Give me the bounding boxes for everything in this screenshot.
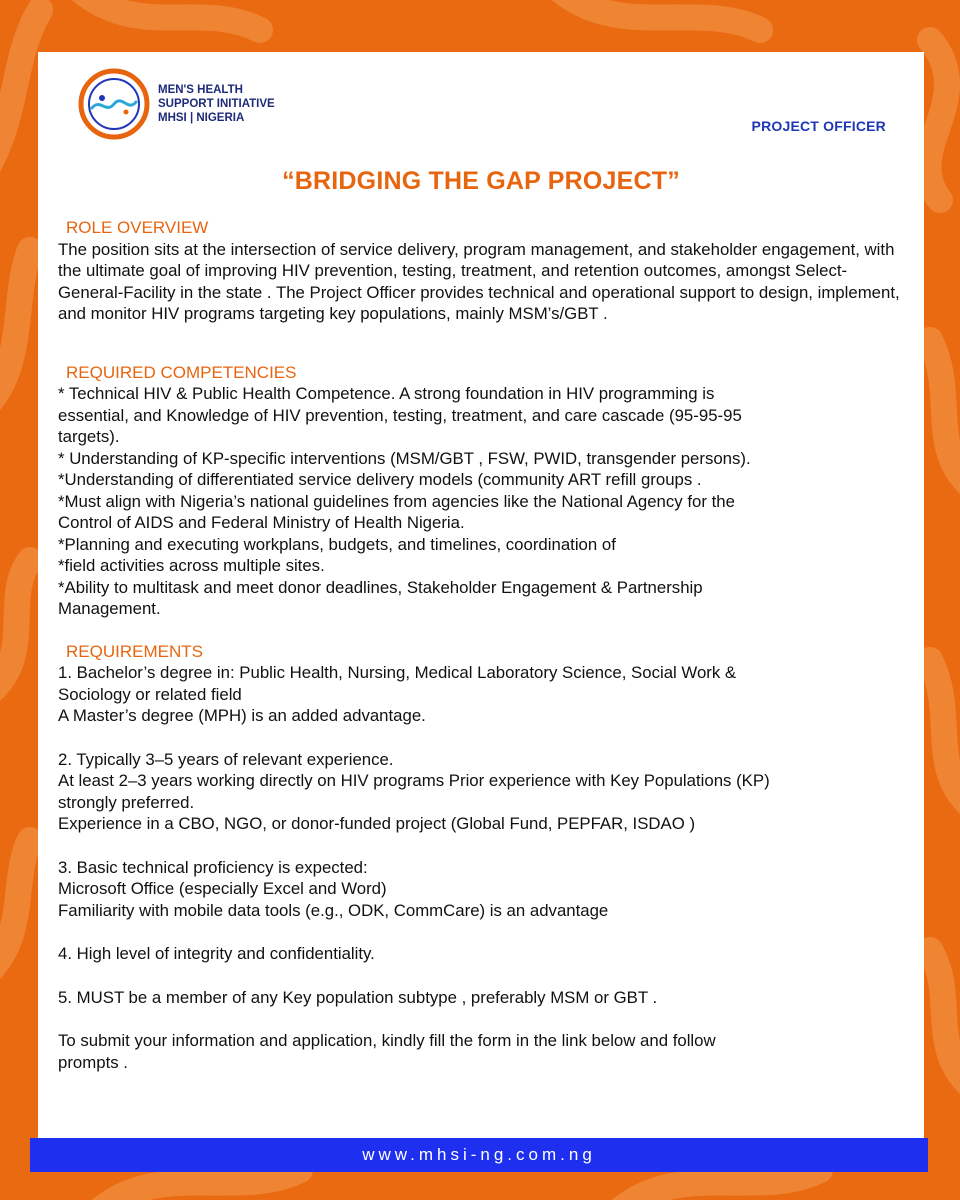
requirement-item-2: [58, 749, 908, 835]
competency-line: Management.: [58, 599, 161, 618]
job-post-card: [38, 52, 924, 1152]
competencies-list: [58, 383, 908, 620]
requirement-line: Microsoft Office (especially Excel and Word): [58, 879, 387, 898]
role-overview-text: The position sits at the intersection of service delivery, program management, and stakeholder engagement, with the ultimate goal of improving HIV prevention, testing, treatment, and retention outcomes, amongst Select-General-Facility in the state . The Project Officer provides technical and operational support to design, implement, and monitor HIV programs targeting key populations, mainly MSM’s/GBT .: [58, 239, 900, 323]
requirements-heading: REQUIREMENTS: [66, 641, 203, 661]
requirement-line: 3. Basic technical proficiency is expected:: [58, 857, 368, 877]
instruction-line: prompts .: [58, 1052, 128, 1072]
application-instructions: [58, 1030, 908, 1073]
org-name-line1: MEN'S HEALTH: [158, 84, 243, 96]
requirement-item-5: [58, 987, 908, 1009]
competency-line: Control of AIDS and Federal Ministry of Health Nigeria.: [58, 513, 465, 532]
requirement-item-3: [58, 857, 908, 922]
instruction-line: To submit your information and application, kindly fill the form in the link below and follow: [58, 1031, 716, 1050]
requirement-line: 5. MUST be a member of any Key population subtype , preferably MSM or GBT .: [58, 987, 658, 1007]
competency-line: *Understanding of differentiated service delivery models (community ART refill groups .: [58, 470, 702, 489]
requirement-line: Experience in a CBO, NGO, or donor-funded project (Global Fund, PEPFAR, ISDAO ): [58, 814, 696, 833]
requirement-line: strongly preferred.: [58, 792, 195, 812]
requirement-line: Familiarity with mobile data tools (e.g., ODK, CommCare) is an advantage: [58, 900, 609, 920]
requirement-line: At least 2–3 years working directly on HIV programs Prior experience with Key Populations (KP): [58, 771, 770, 790]
requirement-line: 1. Bachelor’s degree in: Public Health, Nursing, Medical Laboratory Science, Social Work &: [58, 663, 737, 682]
requirement-item-4: [58, 943, 908, 965]
competencies-heading: REQUIRED COMPETENCIES: [66, 362, 297, 382]
requirement-line: Sociology or related field: [58, 684, 242, 704]
competency-line: *Must align with Nigeria’s national guidelines from agencies like the National Agency for the: [58, 491, 735, 511]
competency-line: *Ability to multitask and meet donor deadlines, Stakeholder Engagement & Partnership: [58, 577, 703, 597]
requirement-line: A Master’s degree (MPH) is an added advantage.: [58, 706, 426, 725]
requirement-line: 4. High level of integrity and confidentiality.: [58, 944, 375, 963]
project-title: “BRIDGING THE GAP PROJECT”: [282, 167, 680, 195]
job-description: [58, 217, 908, 1073]
mhsi-logo-icon: [78, 68, 150, 140]
requirement-item-1: [58, 662, 908, 727]
competency-line: * Technical HIV & Public Health Competence. A strong foundation in HIV programming is: [58, 384, 715, 403]
org-name-line2: SUPPORT INITIATIVE: [158, 98, 275, 110]
org-name-line3: MHSI | NIGERIA: [158, 112, 245, 124]
competency-line: *Planning and executing workplans, budgets, and timelines, coordination of: [58, 534, 616, 554]
website-link[interactable]: www.mhsi-ng.com.ng: [30, 1138, 928, 1172]
org-logo: [78, 68, 275, 140]
org-name: [158, 83, 275, 125]
competency-line: * Understanding of KP-specific interventions (MSM/GBT , FSW, PWID, transgender persons).: [58, 448, 751, 468]
competency-line: essential, and Knowledge of HIV prevention, testing, treatment, and care cascade (95-95-95: [58, 405, 742, 425]
role-overview-heading: ROLE OVERVIEW: [66, 218, 209, 237]
competency-line: *field activities across multiple sites.: [58, 556, 325, 575]
competency-line: targets).: [58, 427, 120, 446]
requirement-line: 2. Typically 3–5 years of relevant experience.: [58, 749, 394, 769]
role-title: PROJECT OFFICER: [751, 118, 886, 134]
